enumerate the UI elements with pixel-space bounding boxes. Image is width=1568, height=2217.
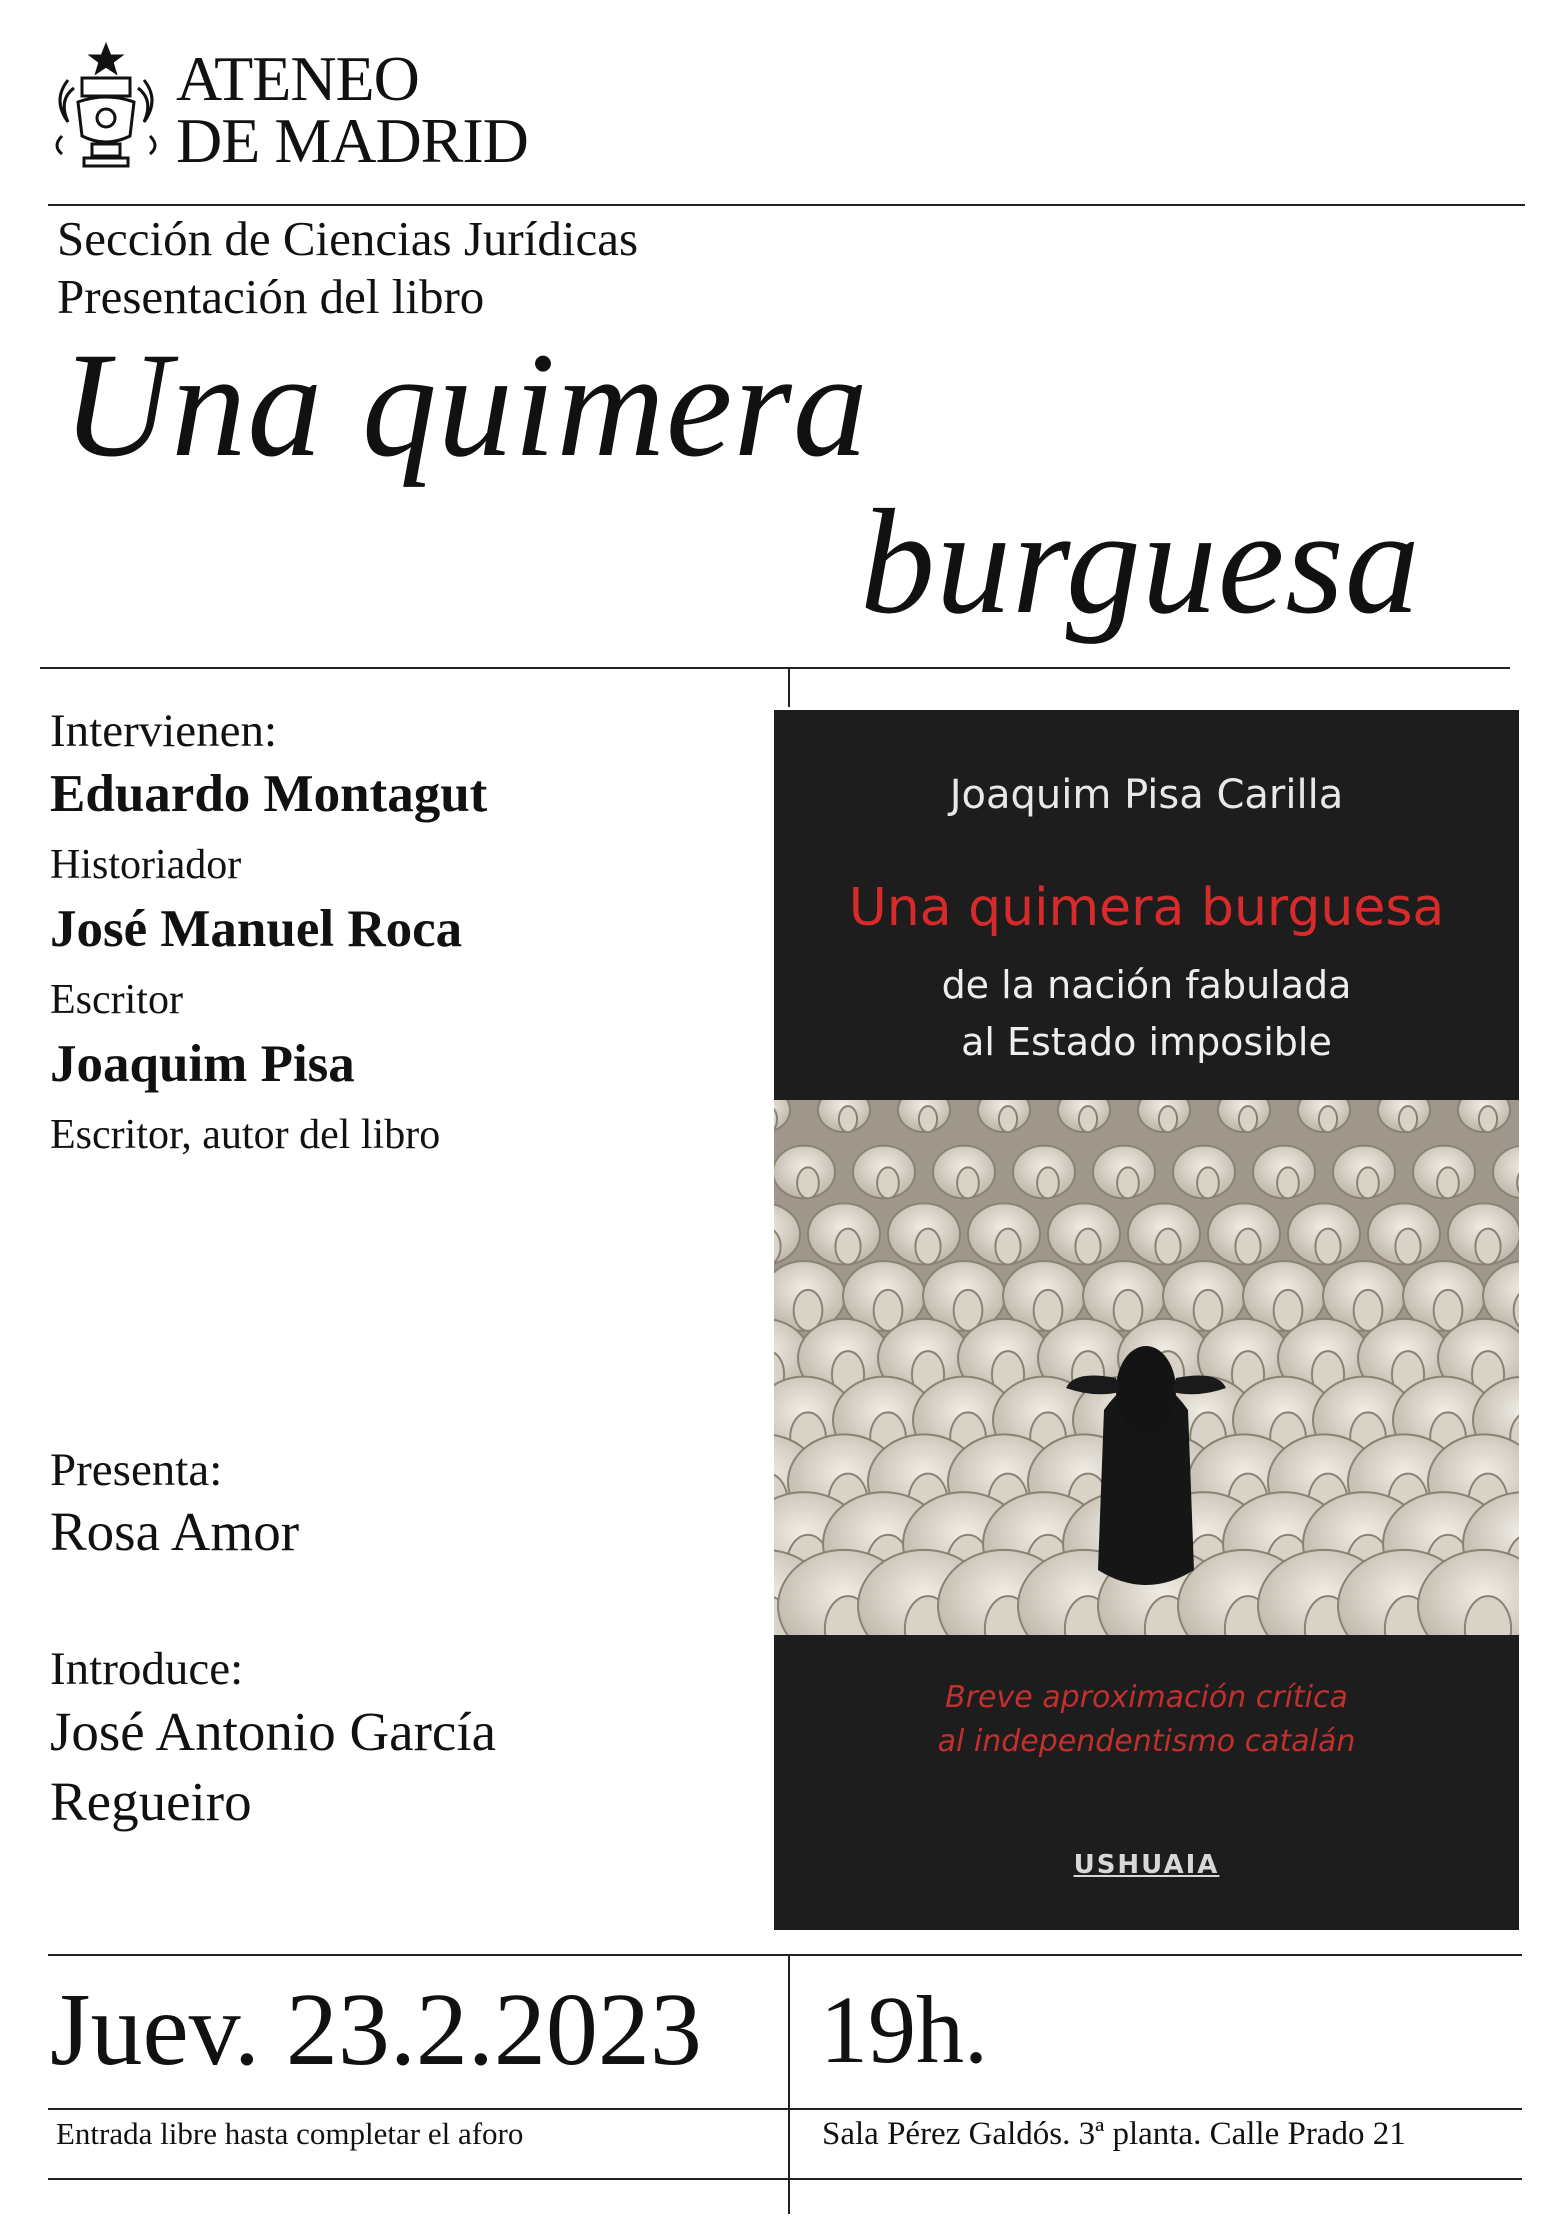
speaker-name: Eduardo Montagut	[50, 765, 488, 823]
cover-tagline-line1: Breve aproximación crítica	[945, 1680, 1348, 1715]
title-divider	[40, 667, 1510, 669]
org-name-line2: DE MADRID	[176, 105, 528, 176]
footer-column-divider	[788, 1954, 790, 2214]
sheep-flock-photo	[774, 1100, 1519, 1635]
introduce-label: Introduce:	[50, 1643, 244, 1695]
book-title-line2: burguesa	[860, 479, 1421, 645]
section-heading	[57, 210, 638, 326]
intervienen-label: Intervienen:	[50, 705, 278, 757]
speaker-name: José Manuel Roca	[50, 900, 463, 958]
introducer-name-line1: José Antonio García	[50, 1701, 497, 1762]
cover-subtitle-line2: al Estado imposible	[961, 1020, 1332, 1064]
event-time: 19h.	[820, 1976, 988, 2083]
speaker-role: Escritor	[50, 977, 183, 1023]
footer-divider-bottom	[48, 2178, 1522, 2180]
presenter-name: Rosa Amor	[50, 1501, 300, 1562]
cover-title: Una quimera burguesa	[848, 878, 1445, 938]
speaker-name: Joaquim Pisa	[50, 1035, 355, 1093]
book-cover	[774, 710, 1519, 1930]
book-title-line1: Una quimera	[62, 322, 869, 488]
introducer-name-line2: Regueiro	[50, 1771, 252, 1832]
cover-subtitle-line1: de la nación fabulada	[941, 963, 1352, 1007]
cover-author: Joaquim Pisa Carilla	[949, 772, 1344, 818]
cover-tagline-line2: al independentismo catalán	[937, 1724, 1356, 1759]
footer-divider-middle	[48, 2108, 1522, 2110]
speaker-role: Historiador	[50, 842, 242, 888]
presenta-label: Presenta:	[50, 1444, 223, 1496]
header-divider	[48, 204, 1525, 206]
venue-address: Sala Pérez Galdós. 3ª planta. Calle Prado 21	[822, 2116, 1406, 2152]
event-date: Juev. 23.2.2023	[50, 1972, 702, 2087]
org-name-line1: ATENEO	[176, 43, 419, 114]
cover-publisher: USHUAIA	[1073, 1850, 1220, 1880]
organization-name	[176, 43, 528, 176]
speaker-role: Escritor, autor del libro	[50, 1112, 441, 1158]
ateneo-crest-logo	[48, 40, 164, 172]
column-divider-top	[788, 667, 790, 707]
section-name: Sección de Ciencias Jurídicas	[57, 211, 639, 266]
entry-note: Entrada libre hasta completar el aforo	[56, 2116, 524, 2151]
event-type: Presentación del libro	[57, 269, 485, 324]
footer-divider-top	[48, 1954, 1522, 1956]
